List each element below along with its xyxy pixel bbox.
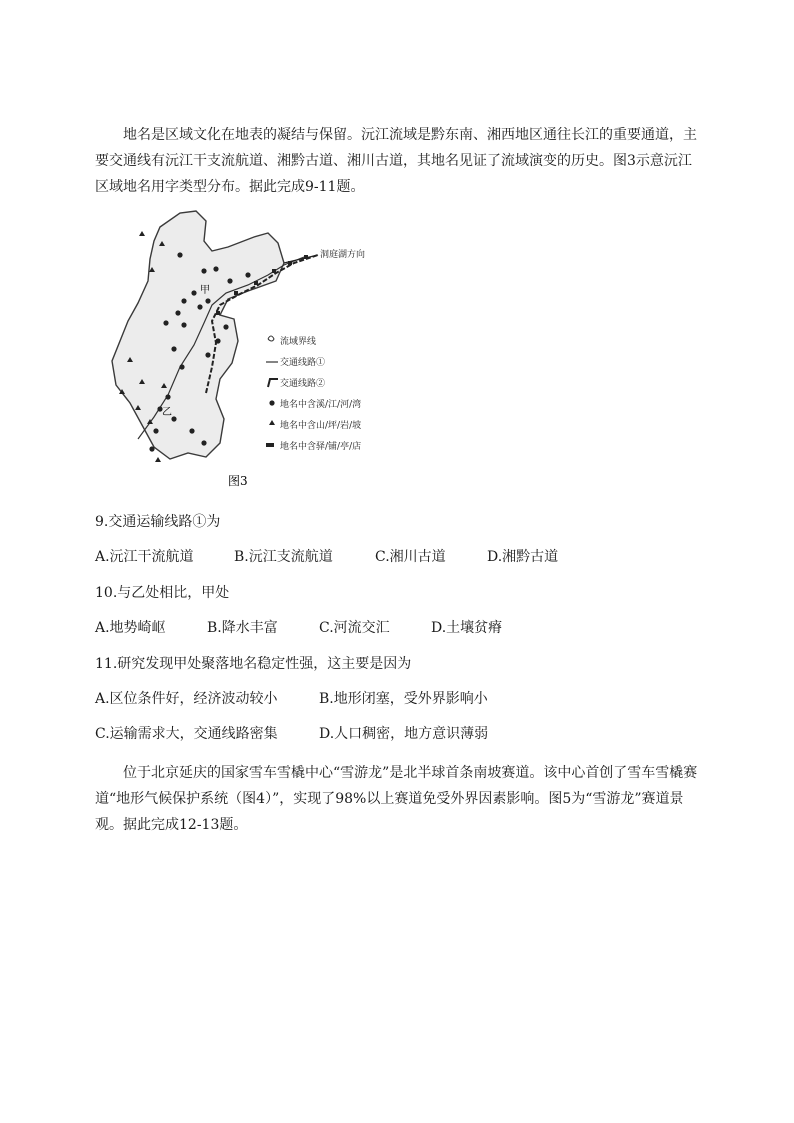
question-11-options-row-2 [95, 724, 488, 744]
map-figure [108, 207, 408, 492]
place-jia-label: 甲 [200, 285, 210, 296]
legend-boundary: 流域界线 [280, 337, 317, 347]
legend-route-1: 交通线路① [280, 358, 326, 368]
legend-dot: 地名中含溪/江/河/湾 [280, 400, 362, 410]
q10-option-a[interactable]: A.地势崎岖 [95, 620, 166, 636]
legend-square: 地名中含驿/铺/亭/店 [280, 442, 362, 452]
q10-option-b[interactable]: B.降水丰富 [207, 620, 278, 636]
q11-option-c[interactable]: C.运输需求大，交通线路密集 [95, 726, 278, 742]
question-11-options-row-1 [95, 689, 488, 709]
q10-option-d[interactable]: D.土壤贫瘠 [431, 620, 503, 636]
question-9-options [95, 547, 558, 567]
direction-label: 洞庭湖方向 [320, 250, 366, 260]
q11-option-a[interactable]: A.区位条件好，经济波动较小 [95, 691, 278, 707]
question-9-stem: 9.交通运输线路①为 [95, 514, 221, 530]
question-11-stem: 11.研究发现甲处聚落地名稳定性强，这主要是因为 [95, 656, 412, 672]
legend-triangle: 地名中含山/坪/岩/坡 [280, 421, 362, 431]
intro-paragraph-1: 地名是区域文化在地表的凝结与保留。沅江流域是黔东南、湘西地区通往长江的重要通道，主要交通线有沅江干支流航道、湘黔古道、湘川古道，其地名见证了流域演变的历史。图3示意沅江区域地名用字类型分布。据此完成9-11题。 [95, 127, 697, 195]
question-10-stem: 10.与乙处相比，甲处 [95, 585, 230, 601]
q9-option-a[interactable]: A.沅江干流航道 [95, 549, 194, 565]
q9-option-d[interactable]: D.湘黔古道 [487, 549, 559, 565]
map-legend [266, 335, 361, 452]
q9-option-c[interactable]: C.湘川古道 [375, 549, 446, 565]
place-yi-label: 乙 [162, 407, 172, 418]
question-10-options [95, 618, 502, 638]
figure-caption: 图3 [228, 474, 248, 488]
q9-option-b[interactable]: B.沅江支流航道 [234, 549, 333, 565]
q10-option-c[interactable]: C.河流交汇 [319, 620, 390, 636]
intro-paragraph-2: 位于北京延庆的国家雪车雪橇中心“雪游龙”是北半球首条南坡赛道。该中心首创了雪车雪橇赛道“地形气候保护系统（图4）”，实现了98%以上赛道免受外界因素影响。图5为“雪游龙”赛道景观。据此完成12-13题。 [95, 765, 698, 833]
legend-route-2: 交通线路② [280, 379, 326, 389]
q11-option-d[interactable]: D.人口稠密，地方意识薄弱 [319, 726, 489, 742]
q11-option-b[interactable]: B.地形闭塞，受外界影响小 [319, 691, 488, 707]
